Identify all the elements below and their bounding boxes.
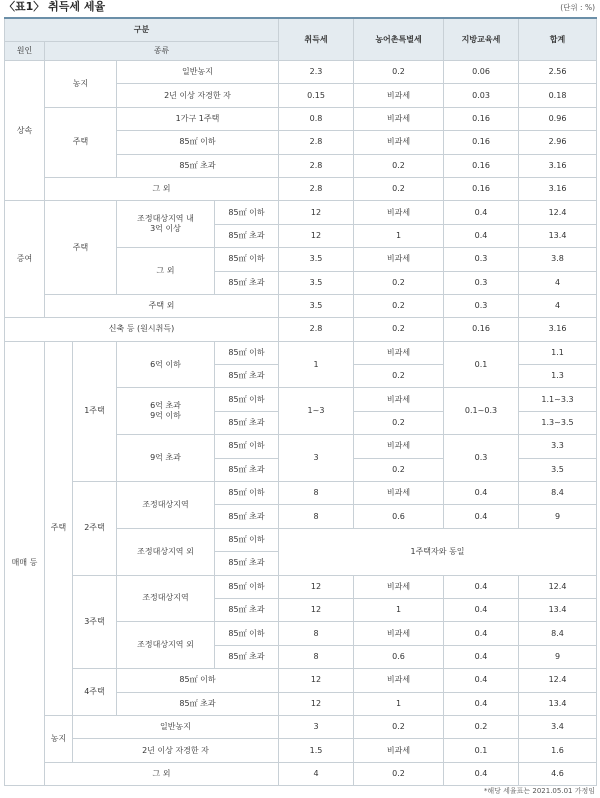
region-adj: 조정대상지역 (117, 482, 215, 529)
size-gt85: 85㎡ 초과 (117, 692, 279, 715)
cell-acq: 2.8 (279, 177, 354, 200)
type-housing: 주택 (45, 201, 117, 295)
cell-acq: 12 (279, 598, 354, 621)
cell-edu: 0.1~0.3 (444, 388, 519, 435)
cell-rural: 0.2 (354, 715, 444, 738)
cell-rural: 비과세 (354, 482, 444, 505)
cell-edu: 0.06 (444, 61, 519, 84)
type-others: 그 외 (45, 177, 279, 200)
cell-rural: 1 (354, 692, 444, 715)
cell-rural: 비과세 (354, 622, 444, 645)
tax-rate-table (4, 17, 597, 786)
subtype-general-farm: 일반농지 (73, 715, 279, 738)
region-adj-out: 조정대상지역 외 (117, 528, 215, 575)
table-row (5, 739, 597, 762)
size-gt85: 85㎡ 초과 (215, 411, 279, 434)
header-gubun: 구분 (5, 18, 279, 42)
cell-rural: 비과세 (354, 388, 444, 411)
cell-total: 9 (519, 645, 597, 668)
table-title: 〈표1〉 취득세 세율 (4, 0, 106, 13)
cell-acq: 2.8 (279, 154, 354, 177)
table-row (5, 294, 597, 317)
cell-edu: 0.16 (444, 131, 519, 154)
cell-total: 2.56 (519, 61, 597, 84)
cell-acq: 12 (279, 201, 354, 224)
cell-total: 1.3 (519, 365, 597, 388)
cell-rural: 비과세 (354, 84, 444, 107)
cell-same-as-one: 1주택자와 동일 (279, 528, 597, 575)
cell-total: 13.4 (519, 692, 597, 715)
cell-acq: 12 (279, 575, 354, 598)
cell-edu: 0.3 (444, 271, 519, 294)
cell-acq: 3.5 (279, 248, 354, 271)
subtype-others: 그 외 (117, 248, 215, 295)
cell-acq: 2.8 (279, 318, 354, 341)
cell-edu: 0.4 (444, 645, 519, 668)
table-row (5, 762, 597, 785)
cell-edu: 0.4 (444, 505, 519, 528)
cell-total: 1.6 (519, 739, 597, 762)
table-row (5, 715, 597, 738)
cell-acq: 12 (279, 692, 354, 715)
cell-rural: 0.2 (354, 61, 444, 84)
table-row (5, 575, 597, 598)
count-3house: 3주택 (73, 575, 117, 669)
cell-acq: 8 (279, 482, 354, 505)
table-row (5, 341, 597, 364)
cell-acq: 8 (279, 645, 354, 668)
size-le85: 85㎡ 이하 (215, 435, 279, 458)
cell-total: 0.96 (519, 107, 597, 130)
cell-acq: 3 (279, 435, 354, 482)
size-le85: 85㎡ 이하 (215, 482, 279, 505)
cell-rural: 0.2 (354, 154, 444, 177)
cell-total: 8.4 (519, 482, 597, 505)
cell-edu: 0.4 (444, 762, 519, 785)
cell-edu: 0.4 (444, 575, 519, 598)
cell-total: 3.8 (519, 248, 597, 271)
cell-rural: 1 (354, 598, 444, 621)
cell-total: 8.4 (519, 622, 597, 645)
cell-total: 2.96 (519, 131, 597, 154)
cell-rural: 1 (354, 224, 444, 247)
cell-rural: 0.6 (354, 645, 444, 668)
header-total: 합계 (519, 18, 597, 61)
cell-acq: 0.15 (279, 84, 354, 107)
cell-edu: 0.4 (444, 669, 519, 692)
cell-total: 3.16 (519, 154, 597, 177)
type-housing: 주택 (45, 107, 117, 177)
cell-rural: 0.2 (354, 177, 444, 200)
subtype-self-farm: 2년 이상 자경한 자 (117, 84, 279, 107)
cause-trade: 매매 등 (5, 341, 45, 785)
cell-edu: 0.4 (444, 224, 519, 247)
size-le85: 85㎡ 이하 (215, 388, 279, 411)
size-le85: 85㎡ 이하 (215, 201, 279, 224)
cell-edu: 0.3 (444, 248, 519, 271)
footnote: *해당 세율표는 2021.05.01 가정임 (483, 787, 595, 795)
size-gt85: 85㎡ 초과 (215, 505, 279, 528)
size-le85: 85㎡ 이하 (215, 341, 279, 364)
subtype-le85: 85㎡ 이하 (117, 131, 279, 154)
cell-rural: 비과세 (354, 575, 444, 598)
table-row (5, 669, 597, 692)
cell-edu: 0.4 (444, 598, 519, 621)
cell-acq: 0.8 (279, 107, 354, 130)
header-acq-tax: 취득세 (279, 18, 354, 61)
count-1house: 1주택 (73, 341, 117, 481)
cell-edu: 0.4 (444, 692, 519, 715)
cell-edu: 0.16 (444, 177, 519, 200)
cell-total: 12.4 (519, 201, 597, 224)
type-farmland: 농지 (45, 715, 73, 762)
cell-acq: 3.5 (279, 294, 354, 317)
count-2house: 2주택 (73, 482, 117, 576)
cell-rural: 비과세 (354, 107, 444, 130)
cell-edu: 0.16 (444, 318, 519, 341)
cell-rural: 비과세 (354, 341, 444, 364)
type-farmland: 농지 (45, 61, 117, 108)
cell-edu: 0.4 (444, 482, 519, 505)
cell-total: 4.6 (519, 762, 597, 785)
table-row (5, 318, 597, 341)
table-row (5, 482, 597, 505)
cell-total: 0.18 (519, 84, 597, 107)
cell-rural: 0.2 (354, 294, 444, 317)
table-row (5, 61, 597, 84)
cell-rural: 비과세 (354, 131, 444, 154)
cell-rural: 0.2 (354, 411, 444, 434)
cell-acq: 12 (279, 669, 354, 692)
cell-edu: 0.16 (444, 154, 519, 177)
cell-rural: 비과세 (354, 248, 444, 271)
size-le85: 85㎡ 이하 (215, 622, 279, 645)
subtype-self-farm: 2년 이상 자경한 자 (73, 739, 279, 762)
cell-rural: 비과세 (354, 669, 444, 692)
header-wonin: 원인 (5, 42, 45, 61)
cell-rural: 0.2 (354, 365, 444, 388)
size-gt85: 85㎡ 초과 (215, 552, 279, 575)
cell-total: 13.4 (519, 598, 597, 621)
cell-acq: 2.8 (279, 131, 354, 154)
price-6-9: 6억 초과 9억 이하 (117, 388, 215, 435)
size-le85: 85㎡ 이하 (215, 528, 279, 551)
cell-acq: 8 (279, 505, 354, 528)
cell-edu: 0.2 (444, 715, 519, 738)
size-gt85: 85㎡ 초과 (215, 598, 279, 621)
cell-total: 12.4 (519, 669, 597, 692)
cell-acq: 4 (279, 762, 354, 785)
cell-acq: 1 (279, 341, 354, 388)
subtype-adj-3: 조정대상지역 내 3억 이상 (117, 201, 215, 248)
cell-total: 3.3 (519, 435, 597, 458)
table-row (5, 107, 597, 130)
cell-total: 9 (519, 505, 597, 528)
cell-total: 4 (519, 294, 597, 317)
cell-edu: 0.03 (444, 84, 519, 107)
cause-new-build: 신축 등 (원시취득) (5, 318, 279, 341)
cell-total: 3.5 (519, 458, 597, 481)
cell-total: 3.4 (519, 715, 597, 738)
header-rural-tax: 농어촌특별세 (354, 18, 444, 61)
cell-edu: 0.4 (444, 622, 519, 645)
cell-edu: 0.3 (444, 294, 519, 317)
cell-total: 3.16 (519, 177, 597, 200)
cell-edu: 0.16 (444, 107, 519, 130)
cell-rural: 0.2 (354, 318, 444, 341)
size-gt85: 85㎡ 초과 (215, 224, 279, 247)
size-le85: 85㎡ 이하 (117, 669, 279, 692)
subtype-gt85: 85㎡ 초과 (117, 154, 279, 177)
region-adj: 조정대상지역 (117, 575, 215, 622)
cell-rural: 비과세 (354, 435, 444, 458)
size-gt85: 85㎡ 초과 (215, 365, 279, 388)
cell-edu: 0.3 (444, 435, 519, 482)
cell-acq: 2.3 (279, 61, 354, 84)
size-le85: 85㎡ 이하 (215, 575, 279, 598)
cell-edu: 0.4 (444, 201, 519, 224)
cell-acq: 8 (279, 622, 354, 645)
count-4house: 4주택 (73, 669, 117, 716)
cell-total: 1.1 (519, 341, 597, 364)
cell-total: 1.1~3.3 (519, 388, 597, 411)
cell-total: 1.3~3.5 (519, 411, 597, 434)
cell-rural: 비과세 (354, 201, 444, 224)
cell-acq: 3 (279, 715, 354, 738)
cell-rural: 비과세 (354, 739, 444, 762)
subtype-general-farm: 일반농지 (117, 61, 279, 84)
cell-edu: 0.1 (444, 739, 519, 762)
price-le6: 6억 이하 (117, 341, 215, 388)
cell-rural: 0.2 (354, 458, 444, 481)
size-gt85: 85㎡ 초과 (215, 645, 279, 668)
subtype-one-house: 1가구 1주택 (117, 107, 279, 130)
cell-total: 13.4 (519, 224, 597, 247)
type-others: 그 외 (45, 762, 279, 785)
table-row (5, 201, 597, 224)
cell-total: 3.16 (519, 318, 597, 341)
cell-total: 4 (519, 271, 597, 294)
type-housing: 주택 (45, 341, 73, 715)
cell-acq: 1~3 (279, 388, 354, 435)
cell-acq: 1.5 (279, 739, 354, 762)
table-row (5, 177, 597, 200)
cause-gift: 증여 (5, 201, 45, 318)
cell-rural: 0.2 (354, 762, 444, 785)
cell-acq: 12 (279, 224, 354, 247)
size-gt85: 85㎡ 초과 (215, 458, 279, 481)
cell-rural: 0.2 (354, 271, 444, 294)
size-le85: 85㎡ 이하 (215, 248, 279, 271)
cell-acq: 3.5 (279, 271, 354, 294)
cell-total: 12.4 (519, 575, 597, 598)
price-gt9: 9억 초과 (117, 435, 215, 482)
cell-edu: 0.1 (444, 341, 519, 388)
cause-inherit: 상속 (5, 61, 45, 201)
type-not-housing: 주택 외 (45, 294, 279, 317)
size-gt85: 85㎡ 초과 (215, 271, 279, 294)
header-edu-tax: 지방교육세 (444, 18, 519, 61)
region-adj-out: 조정대상지역 외 (117, 622, 215, 669)
cell-rural: 0.6 (354, 505, 444, 528)
unit-label: (단위 : %) (560, 3, 595, 12)
header-jongryu: 종류 (45, 42, 279, 61)
